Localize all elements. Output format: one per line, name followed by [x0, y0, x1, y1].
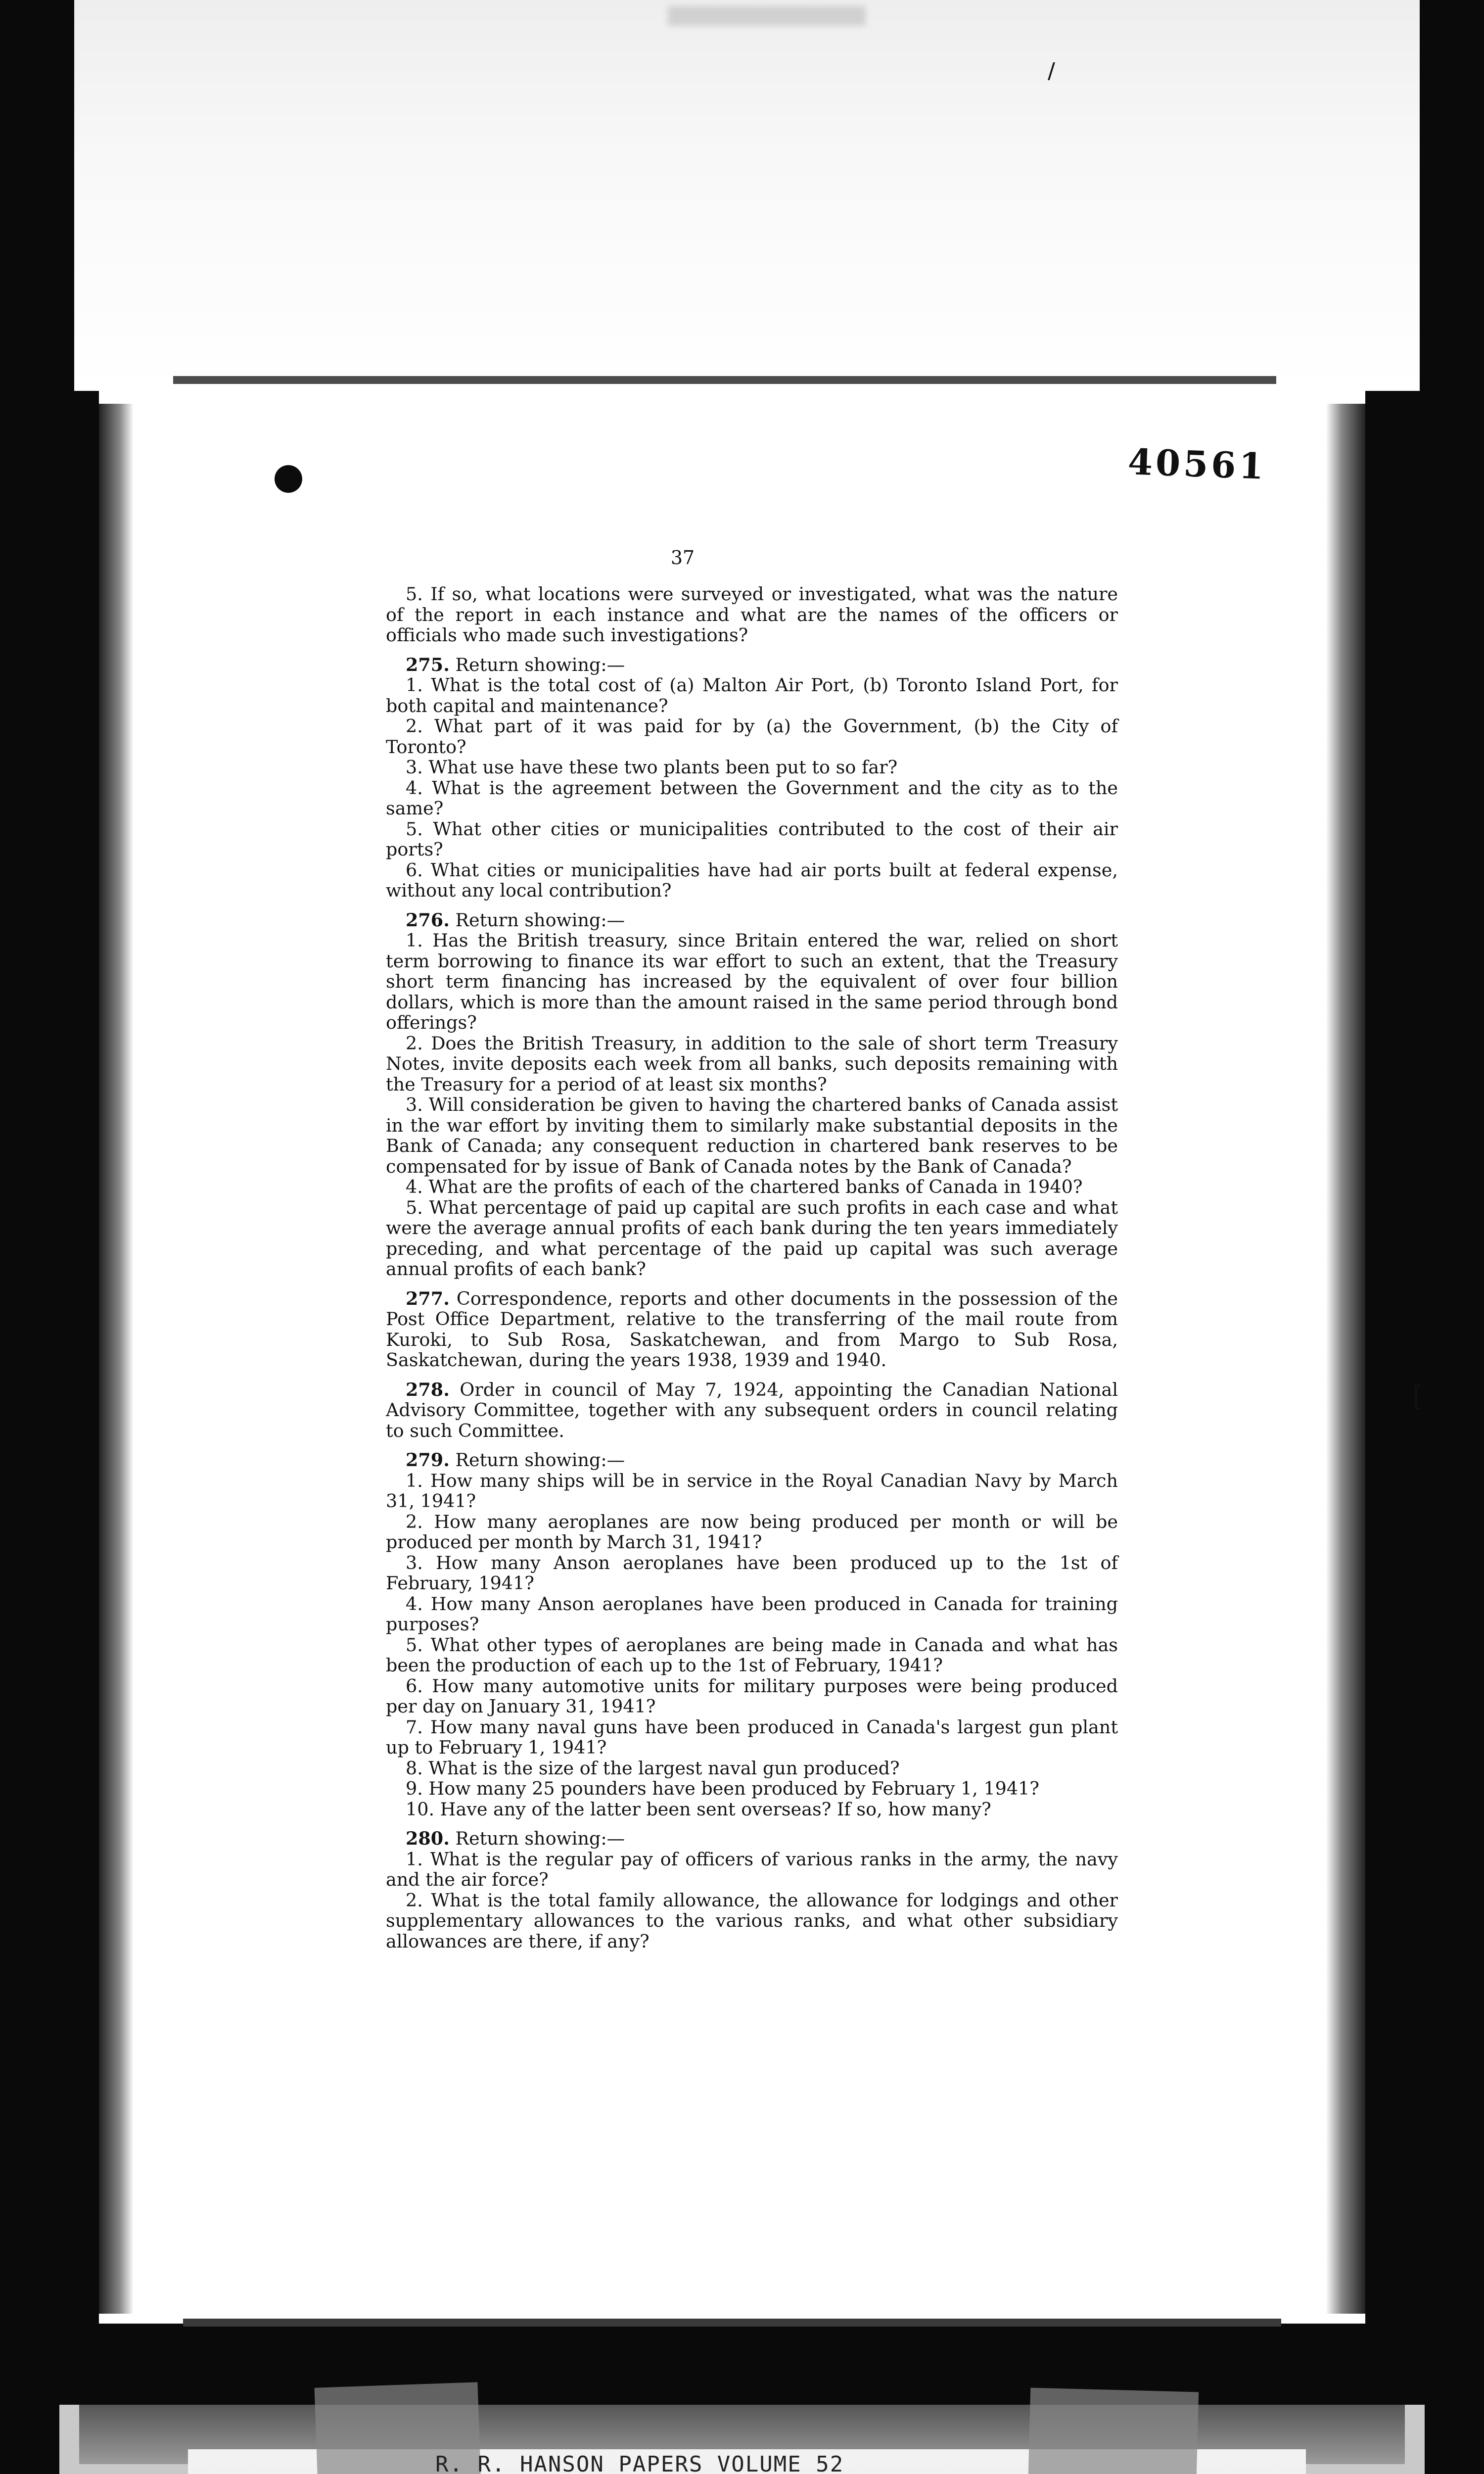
question-item: 1. Has the British treasury, since Britain entered the war, relied on short term borrowing to finance its war effort to such an extent, that the Treasury short term financing has increased by the equivalent of over four billion dollars, which is more than the amount raised in the same period through bond offerings? [386, 930, 1118, 1033]
film-scratch-mark: [ [1412, 1380, 1423, 1413]
question-item: 6. How many automotive units for military purposes were being produced per day on January 31, 1941? [386, 1675, 1118, 1717]
page-number: 37 [670, 547, 695, 569]
question-item: 2. Does the British Treasury, in addition to the sale of short term Treasury Notes, invite deposits each week from all banks, such deposits remaining with the Treasury for a period of at least six months? [386, 1032, 1118, 1095]
page-bottom-rule [183, 2319, 1281, 2327]
question-item: 4. How many Anson aeroplanes have been produced in Canada for training purposes? [386, 1593, 1118, 1635]
question-item: 3. How many Anson aeroplanes have been produced up to the 1st of February, 1941? [386, 1552, 1118, 1594]
film-top-margin [74, 0, 1420, 391]
film-stain [668, 6, 866, 26]
sections-list [386, 655, 1118, 1952]
section-heading-text: Correspondence, reports and other documents in the possession of the Post Office Department, relative to the transferring of the mail route from Kuroki, to Sub Rosa, Saskatchewan, and from Margo to Sub Rosa, Saskatchewan, during the years 1938, 1939 and 1940. [386, 1287, 1118, 1371]
question-item: 7. How many naval guns have been produced in Canada's largest gun plant up to February 1, 1941? [386, 1716, 1118, 1758]
punch-hole [275, 465, 302, 493]
section-number: 278. [406, 1379, 450, 1400]
section-heading-text: Return showing:— [449, 654, 625, 675]
question-item: 1. How many ships will be in service in the Royal Canadian Navy by March 31, 1941? [386, 1470, 1118, 1512]
collection-label: R. R. HANSON PAPERS VOLUME 52 [435, 2452, 844, 2474]
document-stamp-number: 40561 [1127, 440, 1267, 487]
section-number: 277. [406, 1287, 450, 1309]
question-item: 2. How many aeroplanes are now being produced per month or will be produced per month by March 31, 1941? [386, 1511, 1118, 1553]
section-heading [386, 1450, 1118, 1471]
question-item: 8. What is the size of the largest naval gun produced? [406, 1757, 900, 1779]
question-item: 10. Have any of the latter been sent overseas? If so, how many? [406, 1798, 991, 1820]
question-item: 5. What other types of aeroplanes are being made in Canada and what has been the production of each up to the 1st of February, 1941? [386, 1634, 1118, 1676]
section-number: 280. [406, 1828, 450, 1849]
question-item: 3. What use have these two plants been put to so far? [406, 757, 898, 778]
page-shadow-left [99, 404, 134, 2314]
question-item: 1. What is the total cost of (a) Malton Air Port, (b) Toronto Island Port, for both capital and maintenance? [386, 674, 1118, 716]
question-item: 1. What is the regular pay of officers of various ranks in the army, the navy and the air force? [386, 1848, 1118, 1890]
document-body [386, 584, 1118, 1951]
section-heading-text: Return showing:— [449, 1828, 625, 1849]
question-item: 6. What cities or municipalities have had air ports built at federal expense, without any local contribution? [386, 859, 1118, 901]
question-item: 5. What other cities or municipalities contributed to the cost of their air ports? [386, 818, 1118, 860]
question-item: 4. What are the profits of each of the chartered banks of Canada in 1940? [406, 1176, 1083, 1197]
section-heading [386, 1288, 1118, 1371]
section-number: 275. [406, 654, 450, 675]
section-heading-text: Return showing:— [449, 1449, 625, 1471]
tape-right [1027, 2388, 1199, 2474]
section-heading [386, 1828, 1118, 1849]
section-heading [386, 1380, 1118, 1441]
intro-paragraph: 5. If so, what locations were surveyed or investigated, what was the nature of the report in each instance and what are the names of the officers or officials who made such investigations? [386, 583, 1118, 646]
film-scratch-mark: / [1048, 58, 1055, 84]
question-item: 3. Will consideration be given to having the chartered banks of Canada assist in the war effort by inviting them to similarly make substantial deposits in the Bank of Canada; any consequent reduction in chartered bank reserves to be compensated for by issue of Bank of Canada notes by the Bank of Canada? [386, 1094, 1118, 1177]
section-heading [386, 655, 1118, 675]
question-item: 5. What percentage of paid up capital are such profits in each case and what were the average annual profits of each bank during the ten years immediately preceding, and what percentage of the paid up capital was such average annual profits of each bank? [386, 1196, 1118, 1280]
page-top-rule [173, 376, 1276, 384]
section-number: 276. [406, 909, 450, 931]
section-number: 279. [406, 1449, 450, 1471]
question-item: 2. What is the total family allowance, the allowance for lodgings and other supplementary allowances to the various ranks, and what other subsidiary allowances are there, if any? [386, 1889, 1118, 1952]
question-item: 2. What part of it was paid for by (a) the Government, (b) the City of Toronto? [386, 715, 1118, 758]
section-heading-text: Order in council of May 7, 1924, appointing the Canadian National Advisory Committee, together with any subsequent orders in council relating to such Committee. [386, 1379, 1118, 1441]
page-shadow-right [1326, 404, 1365, 2314]
section-heading [386, 910, 1118, 931]
question-item: 9. How many 25 pounders have been produced by February 1, 1941? [406, 1778, 1039, 1799]
question-item: 4. What is the agreement between the Government and the city as to the same? [386, 777, 1118, 819]
section-heading-text: Return showing:— [449, 909, 625, 931]
